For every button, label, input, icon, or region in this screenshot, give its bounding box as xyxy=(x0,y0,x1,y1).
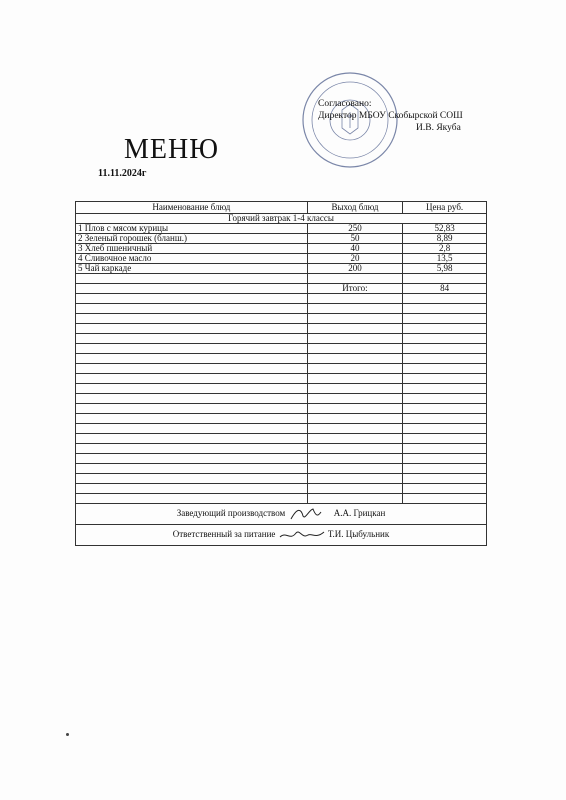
section-title: Горячий завтрак 1-4 классы xyxy=(76,214,487,224)
dish-yield: 250 xyxy=(307,224,402,234)
approval-block xyxy=(318,98,463,134)
empty-row xyxy=(76,424,487,434)
dish-name: 4 Сливочное масло xyxy=(76,254,308,264)
total-value: 84 xyxy=(403,284,487,294)
dish-yield: 50 xyxy=(307,234,402,244)
dish-price: 52,83 xyxy=(403,224,487,234)
empty-row xyxy=(76,344,487,354)
table-row xyxy=(76,234,487,244)
empty-row xyxy=(76,274,487,284)
nutrition-signature xyxy=(278,527,326,543)
dish-yield: 200 xyxy=(307,264,402,274)
menu-date: 11.11.2024г xyxy=(98,168,147,179)
dish-price: 13,5 xyxy=(403,254,487,264)
dish-name: 3 Хлеб пшеничный xyxy=(76,244,308,254)
dish-name: 5 Чай каркаде xyxy=(76,264,308,274)
empty-row xyxy=(76,294,487,304)
approval-position: Директор МБОУ Скобырской СОШ xyxy=(318,111,463,121)
empty-row xyxy=(76,484,487,494)
menu-table xyxy=(75,201,487,546)
table-row xyxy=(76,254,487,264)
table-header-row xyxy=(76,202,487,214)
approval-director-name: И.В. Якуба xyxy=(416,123,461,133)
empty-row xyxy=(76,394,487,404)
signature-row-manager xyxy=(76,504,487,525)
page-mark xyxy=(66,733,69,736)
empty-row xyxy=(76,384,487,394)
manager-label: Заведующий производством xyxy=(176,508,286,519)
dish-yield: 20 xyxy=(307,254,402,264)
empty-row xyxy=(76,364,487,374)
manager-signature xyxy=(287,506,331,522)
empty-row xyxy=(76,324,487,334)
column-header-price: Цена руб. xyxy=(403,202,487,214)
empty-row xyxy=(76,404,487,414)
empty-row xyxy=(76,444,487,454)
empty-row xyxy=(76,464,487,474)
dish-price: 2,8 xyxy=(403,244,487,254)
section-row xyxy=(76,214,487,224)
nutrition-label: Ответственный за питание xyxy=(172,529,276,540)
manager-name: А.А. Грицкан xyxy=(333,508,386,519)
empty-row xyxy=(76,454,487,464)
nutrition-name: Т.И. Цыбульник xyxy=(327,529,390,540)
table-row xyxy=(76,264,487,274)
signature-row-nutrition xyxy=(76,525,487,546)
empty-row xyxy=(76,434,487,444)
empty-row xyxy=(76,494,487,504)
empty-row xyxy=(76,474,487,484)
page-title: МЕНЮ xyxy=(124,134,219,165)
dish-name: 2 Зеленый горошек (бланш.) xyxy=(76,234,308,244)
table-row xyxy=(76,224,487,234)
empty-row xyxy=(76,314,487,324)
table-row xyxy=(76,244,487,254)
empty-row xyxy=(76,374,487,384)
empty-row xyxy=(76,414,487,424)
dish-price: 8,89 xyxy=(403,234,487,244)
total-label: Итого: xyxy=(307,284,402,294)
dish-price: 5,98 xyxy=(403,264,487,274)
approval-heading: Согласовано: xyxy=(318,99,372,109)
empty-row xyxy=(76,354,487,364)
column-header-name: Наименование блюд xyxy=(76,202,308,214)
dish-yield: 40 xyxy=(307,244,402,254)
total-row xyxy=(76,284,487,294)
empty-row xyxy=(76,334,487,344)
dish-name: 1 Плов с мясом курицы xyxy=(76,224,308,234)
empty-row xyxy=(76,304,487,314)
column-header-yield: Выход блюд xyxy=(307,202,402,214)
